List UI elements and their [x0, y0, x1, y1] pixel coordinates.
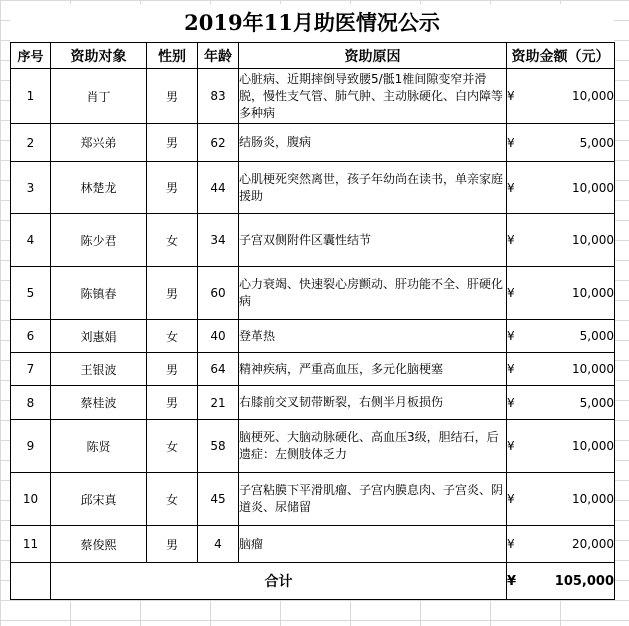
cell-reason: 子宫双侧附件区囊性结节 [239, 214, 507, 267]
cell-amount [507, 386, 615, 420]
cell-amount [507, 267, 615, 320]
cell-age: 58 [198, 420, 239, 473]
cell-reason: 子宫粘膜下平滑肌瘤、子宫内膜息肉、子宫炎、阴道炎、尿储留 [239, 473, 507, 526]
cell-no: 5 [11, 267, 51, 320]
cell-no: 6 [11, 320, 51, 353]
cell-no: 11 [11, 526, 51, 563]
currency-symbol: ¥ [507, 362, 515, 376]
header-gender: 性别 [147, 43, 198, 69]
amount-value: 10,000 [572, 180, 614, 195]
cell-reason: 心力衰竭、快速裂心房颤动、肝功能不全、肝硬化病 [239, 267, 507, 320]
table-row [11, 420, 615, 473]
cell-name: 邱宋真 [51, 473, 147, 526]
amount-value: 10,000 [572, 89, 614, 103]
cell-no: 3 [11, 162, 51, 214]
cell-reason: 脑瘤 [239, 526, 507, 563]
cell-name: 陈镇春 [51, 267, 147, 320]
cell-no: 10 [11, 473, 51, 526]
currency-symbol: ¥ [507, 89, 515, 103]
cell-amount [507, 420, 615, 473]
table-row [11, 526, 615, 563]
cell-amount [507, 214, 615, 267]
cell-name: 林楚龙 [51, 162, 147, 214]
amount-value: 5,000 [579, 395, 614, 410]
amount-value: 10,000 [572, 492, 614, 506]
cell-name: 肖丁 [51, 69, 147, 124]
cell-age: 62 [198, 124, 239, 162]
cell-gender: 女 [147, 214, 198, 267]
cell-age: 21 [198, 386, 239, 420]
cell-amount [507, 473, 615, 526]
cell-age: 4 [198, 526, 239, 563]
table-row [11, 124, 615, 162]
cell-gender: 男 [147, 353, 198, 386]
total-label: 合计 [51, 563, 507, 600]
amount-value: 10,000 [572, 362, 614, 376]
cell-no: 4 [11, 214, 51, 267]
header-age: 年龄 [198, 43, 239, 69]
currency-symbol: ¥ [507, 573, 517, 589]
cell-gender: 男 [147, 386, 198, 420]
cell-reason: 心肌梗死突然离世，孩子年幼尚在读书，单亲家庭援助 [239, 162, 507, 214]
table-row [11, 320, 615, 353]
cell-amount [507, 69, 615, 124]
header-amount: 资助金额（元） [507, 43, 615, 69]
cell-gender: 男 [147, 69, 198, 124]
cell-reason: 精神疾病，严重高血压，多元化脑梗塞 [239, 353, 507, 386]
cell-reason: 心脏病、近期摔倒导致腰5/骶1椎间隙变窄并滑脱，慢性支气管、肺气肿、主动脉硬化、白内障等多种病 [239, 69, 507, 124]
currency-symbol: ¥ [507, 233, 515, 247]
table-row [11, 214, 615, 267]
header-row [11, 43, 615, 69]
cell-gender: 男 [147, 162, 198, 214]
table-row [11, 473, 615, 526]
cell-gender: 男 [147, 267, 198, 320]
table-row [11, 353, 615, 386]
total-amount [507, 563, 615, 600]
table-row [11, 162, 615, 214]
cell-age: 64 [198, 353, 239, 386]
currency-symbol: ¥ [507, 395, 515, 410]
cell-age: 40 [198, 320, 239, 353]
cell-age: 60 [198, 267, 239, 320]
cell-reason: 脑梗死、大脑动脉硬化、高血压3级，胆结石，后遗症：左侧肢体乏力 [239, 420, 507, 473]
cell-no: 8 [11, 386, 51, 420]
cell-amount [507, 320, 615, 353]
page-title: 2019年11月助医情况公示 [10, 4, 614, 42]
cell-age: 45 [198, 473, 239, 526]
cell-no: 9 [11, 420, 51, 473]
cell-amount [507, 162, 615, 214]
cell-age: 44 [198, 162, 239, 214]
table-row [11, 386, 615, 420]
aid-table [10, 42, 615, 600]
amount-value: 5,000 [579, 135, 614, 150]
cell-age: 34 [198, 214, 239, 267]
total-row [11, 563, 615, 600]
cell-no: 7 [11, 353, 51, 386]
cell-gender: 女 [147, 473, 198, 526]
table-row [11, 69, 615, 124]
header-subject: 资助对象 [51, 43, 147, 69]
cell-name: 郑兴弟 [51, 124, 147, 162]
currency-symbol: ¥ [507, 329, 515, 343]
total-blank-cell [11, 563, 51, 600]
currency-symbol: ¥ [507, 286, 515, 300]
cell-gender: 女 [147, 320, 198, 353]
cell-gender: 男 [147, 526, 198, 563]
cell-name: 王银波 [51, 353, 147, 386]
amount-value: 10,000 [572, 233, 614, 247]
currency-symbol: ¥ [507, 135, 515, 150]
total-amount-value: 105,000 [554, 573, 614, 589]
header-reason: 资助原因 [239, 43, 507, 69]
cell-name: 刘惠娟 [51, 320, 147, 353]
amount-value: 20,000 [572, 537, 614, 551]
cell-name: 蔡桂波 [51, 386, 147, 420]
cell-amount [507, 353, 615, 386]
cell-amount [507, 526, 615, 563]
cell-amount [507, 124, 615, 162]
cell-name: 陈贤 [51, 420, 147, 473]
cell-reason: 登革热 [239, 320, 507, 353]
cell-name: 陈少君 [51, 214, 147, 267]
amount-value: 10,000 [572, 286, 614, 300]
cell-reason: 右膝前交叉韧带断裂，右侧半月板损伤 [239, 386, 507, 420]
currency-symbol: ¥ [507, 180, 515, 195]
currency-symbol: ¥ [507, 492, 515, 506]
currency-symbol: ¥ [507, 537, 515, 551]
amount-value: 5,000 [579, 329, 614, 343]
cell-reason: 结肠炎，腹病 [239, 124, 507, 162]
cell-no: 1 [11, 69, 51, 124]
cell-age: 83 [198, 69, 239, 124]
amount-value: 10,000 [572, 439, 614, 453]
cell-name: 蔡俊熙 [51, 526, 147, 563]
cell-gender: 女 [147, 420, 198, 473]
currency-symbol: ¥ [507, 439, 515, 453]
table-row [11, 267, 615, 320]
header-no: 序号 [11, 43, 51, 69]
cell-gender: 男 [147, 124, 198, 162]
cell-no: 2 [11, 124, 51, 162]
